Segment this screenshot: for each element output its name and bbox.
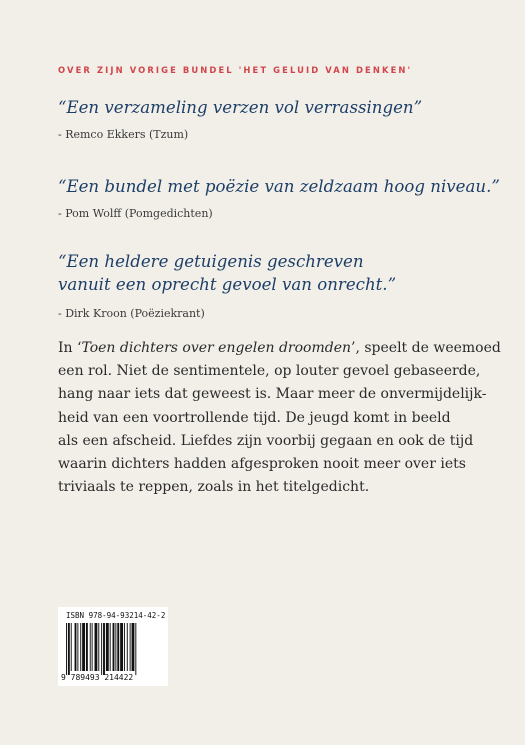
quote-1 — [58, 96, 422, 119]
blurb-line-6: waarin dichters hadden afgesproken nooit meer over iets — [58, 456, 466, 473]
isbn-digits: 9 789493 214422 — [61, 673, 134, 682]
quote-3-line-1: “Een heldere getuigenis geschreven — [58, 252, 364, 271]
blurb-line-3: hang naar iets dat geweest is. Maar meer de onvermijdelijk- — [58, 386, 487, 403]
barcode-bars — [66, 623, 162, 675]
isbn-label: ISBN 978-94-93214-42-2 — [66, 611, 166, 620]
blurb-line-7: triviaals te reppen, zoals in het titelgedicht. — [58, 479, 370, 496]
quote-3-line-2: vanuit een oprecht gevoel van onrecht.” — [58, 275, 397, 294]
book-title: Toen dichters over engelen droomden — [81, 340, 352, 356]
quote-2-line-1: “Een bundel met poëzie van zeldzaam hoog niveau.” — [58, 177, 500, 196]
isbn-barcode — [58, 607, 168, 686]
section-heading: OVER ZIJN VORIGE BUNDEL 'HET GELUID VAN DENKEN' — [58, 65, 413, 75]
blurb-line-1: In ‘Toen dichters over engelen droomden’, speelt de weemoed — [58, 340, 501, 356]
quote-3-attribution: - Dirk Kroon (Poëziekrant) — [58, 307, 205, 320]
blurb-line-4: heid van een voortrollende tijd. De jeugd komt in beeld — [58, 409, 451, 426]
quote-2-attribution: - Pom Wolff (Pomgedichten) — [58, 207, 213, 220]
blurb-line-2: een rol. Niet de sentimentele, op louter gevoel gebaseerde, — [58, 363, 481, 380]
quote-1-line-1: “Een verzameling verzen vol verrassingen” — [58, 98, 423, 117]
blurb-paragraph — [58, 337, 501, 499]
quote-3 — [58, 250, 396, 296]
blurb-line-5: als een afscheid. Liefdes zijn voorbij gegaan en ook de tijd — [58, 432, 474, 449]
quote-1-attribution: - Remco Ekkers (Tzum) — [58, 128, 189, 141]
quote-2 — [58, 175, 500, 198]
